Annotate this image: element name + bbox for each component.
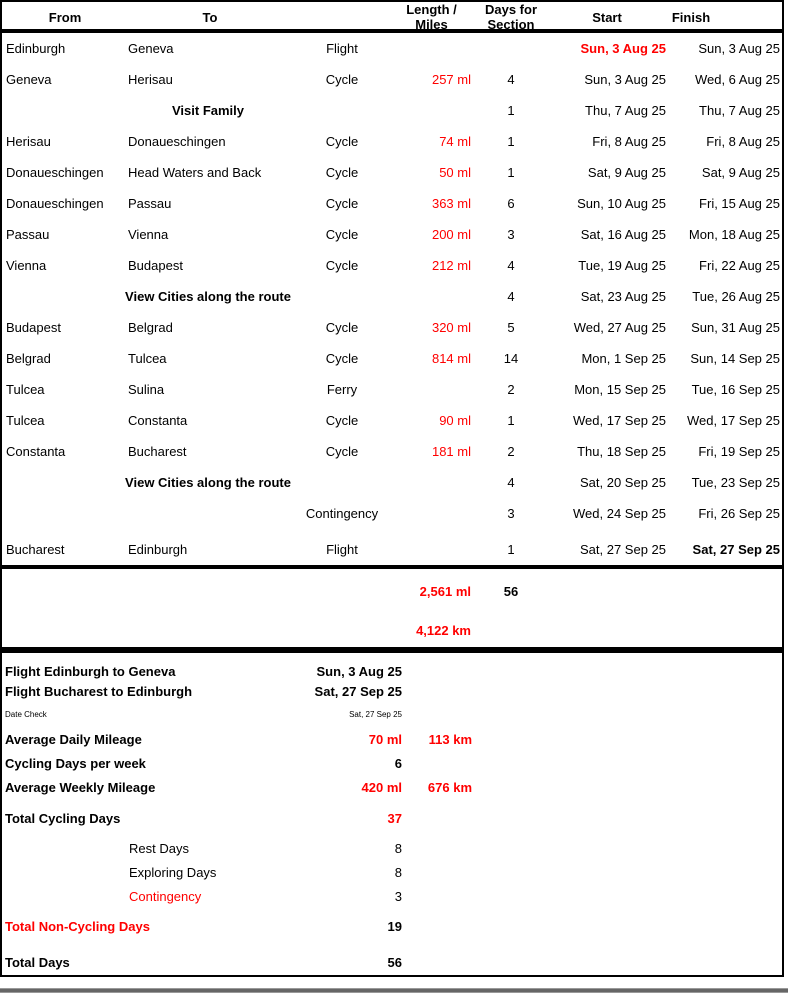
cell-finish: Tue, 26 Aug 25 [692, 289, 780, 304]
cell-start: Sat, 23 Aug 25 [580, 289, 666, 304]
cell-length: 363 ml [431, 196, 471, 211]
cell-from: Edinburgh [6, 41, 66, 56]
stat-label: Flight Edinburgh to Geneva [5, 663, 176, 679]
stat-value: 8 [394, 840, 402, 856]
cell-finish: Sun, 31 Aug 25 [691, 320, 780, 335]
cell-start: Sat, 9 Aug 25 [587, 165, 666, 180]
cell-section-label: View Cities along the route [125, 475, 291, 490]
total-km: 4,122 km [416, 622, 471, 638]
cell-finish: Fri, 8 Aug 25 [706, 134, 780, 149]
cell-length: 74 ml [439, 134, 471, 149]
stat-value: Sun, 3 Aug 25 [316, 663, 402, 679]
cell-start: Fri, 8 Aug 25 [592, 134, 666, 149]
header-to: To [202, 9, 218, 25]
cell-mode: Cycle [325, 413, 359, 428]
cell-to: Sulina [128, 382, 165, 397]
cell-to: Passau [128, 196, 172, 211]
cell-start: Mon, 1 Sep 25 [581, 351, 666, 366]
stats-row-avg-daily-mileage [2, 729, 782, 749]
header-days-line2: Section [487, 17, 535, 32]
table-row [2, 343, 782, 374]
cell-finish: Fri, 26 Sep 25 [698, 506, 780, 521]
cell-finish: Sun, 14 Sep 25 [690, 351, 780, 366]
stats-row-rest-days [2, 838, 782, 858]
table-row [2, 250, 782, 281]
cell-from: Tulcea [6, 413, 45, 428]
cell-from: Constanta [6, 444, 66, 459]
table-row [2, 157, 782, 188]
cell-to: Edinburgh [128, 542, 188, 557]
cell-start: Sun, 3 Aug 25 [580, 41, 666, 56]
totals-row-km [2, 613, 782, 647]
cell-days: 3 [507, 227, 515, 242]
stat-label: Average Weekly Mileage [5, 779, 156, 795]
cell-mode: Cycle [325, 72, 359, 87]
cell-to: Vienna [128, 227, 169, 242]
cell-length: 257 ml [431, 72, 471, 87]
header-length-line2: Miles [415, 17, 448, 32]
table-row [2, 126, 782, 157]
stat-value: Sat, 27 Sep 25 [349, 709, 402, 719]
cell-to: Geneva [128, 41, 174, 56]
header-from: From [48, 9, 82, 25]
cell-from: Passau [6, 227, 50, 242]
table-row-view-cities [2, 467, 782, 498]
cell-start: Sat, 16 Aug 25 [580, 227, 666, 242]
stat-value: 70 ml [368, 731, 402, 747]
cell-mode: Cycle [325, 351, 359, 366]
stat-label: Average Daily Mileage [5, 731, 142, 747]
table-row [2, 64, 782, 95]
table-row [2, 436, 782, 467]
stat-value: 8 [394, 864, 402, 880]
stat-value: Sat, 27 Sep 25 [314, 683, 402, 699]
cell-mode: Cycle [325, 134, 359, 149]
stat-label: Total Cycling Days [5, 810, 121, 826]
cell-days: 14 [503, 351, 519, 366]
cell-finish: Sun, 3 Aug 25 [698, 41, 780, 56]
stat-value: 19 [387, 918, 402, 934]
stat-label: Date Check [5, 709, 47, 719]
cell-start: Wed, 24 Sep 25 [573, 506, 666, 521]
header-length-miles [392, 2, 474, 32]
stats-row-total-days [2, 952, 782, 972]
cell-start: Sat, 27 Sep 25 [579, 542, 666, 557]
totals-row-miles [2, 569, 782, 613]
cell-length: 200 ml [431, 227, 471, 242]
cell-mode: Ferry [326, 382, 358, 397]
cell-finish: Fri, 22 Aug 25 [699, 258, 780, 273]
stat-label: Cycling Days per week [5, 755, 146, 771]
cell-mode: Cycle [325, 196, 359, 211]
cell-start: Wed, 27 Aug 25 [573, 320, 666, 335]
cell-days: 2 [507, 382, 515, 397]
cell-from: Herisau [6, 134, 51, 149]
cell-start: Tue, 19 Aug 25 [578, 258, 666, 273]
cell-days: 5 [507, 320, 515, 335]
cell-length: 814 ml [431, 351, 471, 366]
cell-from: Vienna [6, 258, 47, 273]
cell-to: Herisau [128, 72, 173, 87]
cell-start: Mon, 15 Sep 25 [574, 382, 666, 397]
stat-value2: 113 km [428, 731, 472, 747]
table-row [2, 188, 782, 219]
stats-row-total-non-cycling-days [2, 916, 782, 936]
cell-mode: Cycle [325, 165, 359, 180]
cell-mode: Flight [326, 542, 358, 557]
cell-mode: Flight [326, 41, 358, 56]
table-row [2, 33, 782, 64]
stat-label: Contingency [129, 888, 202, 904]
stats-row-total-cycling-days [2, 808, 782, 828]
table-row [2, 405, 782, 436]
total-days: 56 [503, 583, 519, 599]
stat-value: 3 [394, 888, 402, 904]
cell-start: Thu, 18 Sep 25 [577, 444, 666, 459]
stat-label: Exploring Days [129, 864, 217, 880]
stat-label: Total Non-Cycling Days [5, 918, 150, 934]
cell-finish: Wed, 6 Aug 25 [694, 72, 780, 87]
cell-days: 1 [507, 134, 515, 149]
table-row-visit-family [2, 95, 782, 126]
stat-label: Flight Bucharest to Edinburgh [5, 683, 193, 699]
table-row-contingency [2, 498, 782, 529]
cell-finish: Tue, 16 Sep 25 [691, 382, 780, 397]
cell-to: Donaueschingen [128, 134, 226, 149]
stat-label: Total Days [5, 954, 70, 970]
cell-days: 1 [507, 542, 515, 557]
stat-value: 420 ml [361, 779, 402, 795]
cell-finish: Wed, 17 Sep 25 [687, 413, 780, 428]
table-row-view-cities [2, 281, 782, 312]
cell-days: 4 [507, 475, 515, 490]
cell-mode: Contingency [305, 506, 379, 521]
stat-value2: 676 km [427, 779, 472, 795]
header-days-for-section [474, 2, 548, 32]
cell-days: 1 [507, 103, 515, 118]
totals-section [2, 565, 782, 653]
cell-from: Budapest [6, 320, 61, 335]
cell-mode: Cycle [325, 227, 359, 242]
page-bottom-edge [0, 988, 788, 993]
cell-finish: Fri, 19 Sep 25 [698, 444, 780, 459]
stat-value: 56 [387, 954, 402, 970]
cell-finish: Fri, 15 Aug 25 [699, 196, 780, 211]
cell-days: 3 [507, 506, 515, 521]
cell-mode: Cycle [325, 320, 359, 335]
cell-to: Belgrad [128, 320, 173, 335]
cell-finish: Mon, 18 Aug 25 [688, 227, 780, 242]
header-start: Start [592, 9, 622, 25]
cell-to: Budapest [128, 258, 183, 273]
stat-value: 37 [387, 810, 402, 826]
cell-from: Geneva [6, 72, 52, 87]
cell-days: 6 [507, 196, 515, 211]
stats-row-flight-return [2, 681, 782, 701]
cell-length: 212 ml [431, 258, 471, 273]
cell-start: Wed, 17 Sep 25 [573, 413, 666, 428]
total-miles: 2,561 ml [419, 583, 471, 599]
table-row [2, 312, 782, 343]
table-row [2, 374, 782, 405]
cell-to: Constanta [128, 413, 188, 428]
cell-to: Head Waters and Back [128, 165, 262, 180]
table-row [2, 529, 782, 565]
stats-row-date-check [2, 704, 782, 724]
stat-value: 6 [394, 755, 402, 771]
cell-finish: Tue, 23 Sep 25 [691, 475, 780, 490]
cell-finish: Sat, 27 Sep 25 [692, 542, 780, 557]
cell-finish: Sat, 9 Aug 25 [701, 165, 780, 180]
cell-start: Sun, 3 Aug 25 [584, 72, 666, 87]
cell-days: 4 [507, 72, 515, 87]
cell-length: 50 ml [439, 165, 471, 180]
cell-days: 4 [507, 289, 515, 304]
header-length-line1: Length / [406, 2, 457, 17]
table-row [2, 219, 782, 250]
cell-to: Bucharest [128, 444, 187, 459]
table-header-row [2, 2, 782, 33]
cell-length: 320 ml [431, 320, 471, 335]
stat-label: Rest Days [129, 840, 189, 856]
stats-row-avg-weekly-mileage [2, 777, 782, 797]
cell-days: 1 [507, 165, 515, 180]
stats-row-flight-out [2, 661, 782, 681]
cell-section-label: View Cities along the route [125, 289, 291, 304]
cell-days: 1 [507, 413, 515, 428]
stats-row-exploring-days [2, 862, 782, 882]
cell-from: Donaueschingen [6, 165, 104, 180]
cell-length: 90 ml [439, 413, 471, 428]
cell-mode: Cycle [325, 444, 359, 459]
cell-start: Sat, 20 Sep 25 [579, 475, 666, 490]
cell-from: Bucharest [6, 542, 65, 557]
cell-start: Thu, 7 Aug 25 [585, 103, 666, 118]
cell-days: 4 [507, 258, 515, 273]
stats-section [2, 653, 782, 975]
cell-from: Donaueschingen [6, 196, 104, 211]
cell-from: Tulcea [6, 382, 45, 397]
cell-length: 181 ml [431, 444, 471, 459]
cell-start: Sun, 10 Aug 25 [577, 196, 666, 211]
cell-mode: Cycle [325, 258, 359, 273]
stats-row-cycling-days-per-week [2, 753, 782, 773]
cell-from: Belgrad [6, 351, 51, 366]
cell-finish: Thu, 7 Aug 25 [699, 103, 780, 118]
stats-row-contingency [2, 886, 782, 906]
cell-section-label: Visit Family [171, 103, 244, 118]
cell-days: 2 [507, 444, 515, 459]
header-finish: Finish [671, 9, 711, 25]
header-days-line1: Days for [484, 2, 538, 17]
cell-to: Tulcea [128, 351, 167, 366]
